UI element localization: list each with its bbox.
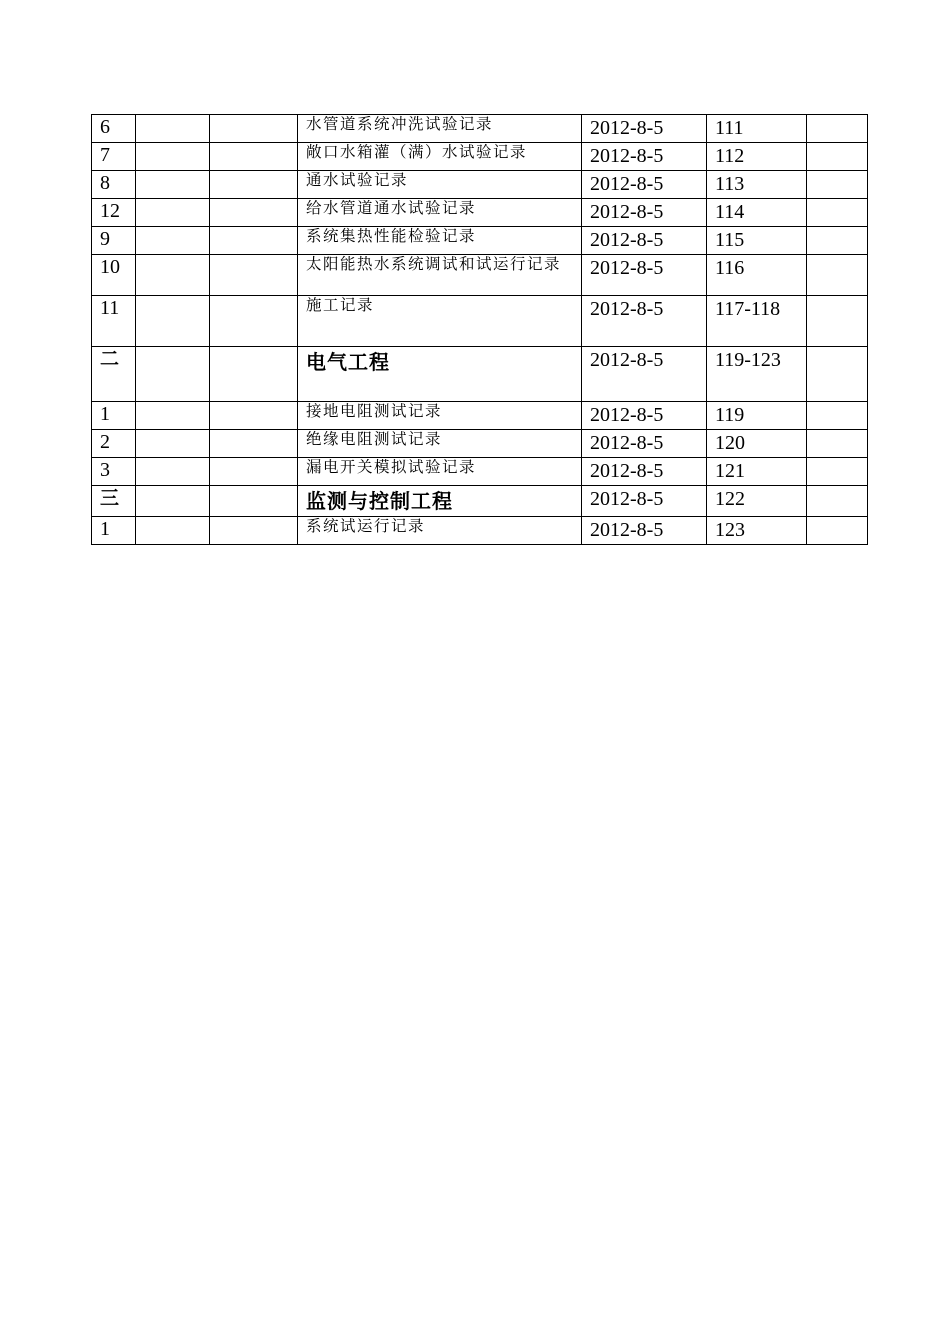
section-title: 监测与控制工程 [298, 486, 582, 517]
table-row [92, 517, 868, 545]
empty-cell [807, 402, 868, 430]
empty-cell [807, 227, 868, 255]
empty-cell [210, 199, 298, 227]
empty-cell [807, 143, 868, 171]
section-number: 三 [92, 486, 136, 517]
page-range: 113 [707, 171, 807, 199]
empty-cell [210, 143, 298, 171]
record-date: 2012-8-5 [582, 255, 707, 296]
empty-cell [210, 347, 298, 402]
table-row [92, 430, 868, 458]
empty-cell [807, 486, 868, 517]
table-row [92, 143, 868, 171]
record-name: 系统试运行记录 [298, 517, 582, 545]
record-name: 漏电开关模拟试验记录 [298, 458, 582, 486]
empty-cell [210, 296, 298, 347]
page-range: 120 [707, 430, 807, 458]
page-range: 115 [707, 227, 807, 255]
record-date: 2012-8-5 [582, 115, 707, 143]
record-date: 2012-8-5 [582, 486, 707, 517]
empty-cell [210, 115, 298, 143]
page-range: 119-123 [707, 347, 807, 402]
record-name: 敞口水箱灌（满）水试验记录 [298, 143, 582, 171]
page-range: 114 [707, 199, 807, 227]
empty-cell [210, 486, 298, 517]
section-row [92, 347, 868, 402]
empty-cell [807, 517, 868, 545]
section-number: 二 [92, 347, 136, 402]
empty-cell [136, 402, 210, 430]
empty-cell [210, 402, 298, 430]
section-title: 电气工程 [298, 347, 582, 402]
row-number: 6 [92, 115, 136, 143]
page-range: 122 [707, 486, 807, 517]
record-name: 给水管道通水试验记录 [298, 199, 582, 227]
row-number: 1 [92, 402, 136, 430]
empty-cell [136, 517, 210, 545]
page-range: 119 [707, 402, 807, 430]
page-range: 123 [707, 517, 807, 545]
table-row [92, 402, 868, 430]
row-number: 11 [92, 296, 136, 347]
row-number: 7 [92, 143, 136, 171]
table-row [92, 227, 868, 255]
row-number: 1 [92, 517, 136, 545]
record-date: 2012-8-5 [582, 347, 707, 402]
row-number: 12 [92, 199, 136, 227]
records-table [91, 114, 868, 545]
page-range: 117-118 [707, 296, 807, 347]
page-range: 111 [707, 115, 807, 143]
table-row [92, 296, 868, 347]
empty-cell [210, 171, 298, 199]
empty-cell [807, 255, 868, 296]
record-date: 2012-8-5 [582, 296, 707, 347]
record-name: 系统集热性能检验记录 [298, 227, 582, 255]
empty-cell [136, 296, 210, 347]
empty-cell [136, 486, 210, 517]
empty-cell [210, 227, 298, 255]
table-row [92, 199, 868, 227]
record-name: 绝缘电阻测试记录 [298, 430, 582, 458]
empty-cell [807, 430, 868, 458]
empty-cell [210, 458, 298, 486]
empty-cell [136, 199, 210, 227]
empty-cell [210, 255, 298, 296]
record-name: 接地电阻测试记录 [298, 402, 582, 430]
record-date: 2012-8-5 [582, 143, 707, 171]
row-number: 3 [92, 458, 136, 486]
empty-cell [807, 347, 868, 402]
row-number: 10 [92, 255, 136, 296]
empty-cell [136, 227, 210, 255]
empty-cell [136, 430, 210, 458]
empty-cell [807, 115, 868, 143]
page-range: 116 [707, 255, 807, 296]
record-date: 2012-8-5 [582, 171, 707, 199]
empty-cell [807, 458, 868, 486]
record-name: 施工记录 [298, 296, 582, 347]
record-name: 太阳能热水系统调试和试运行记录 [298, 255, 582, 296]
empty-cell [807, 296, 868, 347]
row-number: 8 [92, 171, 136, 199]
record-date: 2012-8-5 [582, 517, 707, 545]
record-name: 通水试验记录 [298, 171, 582, 199]
record-date: 2012-8-5 [582, 227, 707, 255]
empty-cell [210, 430, 298, 458]
table-row [92, 115, 868, 143]
empty-cell [136, 143, 210, 171]
table-row [92, 255, 868, 296]
empty-cell [136, 255, 210, 296]
section-row [92, 486, 868, 517]
record-date: 2012-8-5 [582, 458, 707, 486]
empty-cell [136, 115, 210, 143]
record-name: 水管道系统冲洗试验记录 [298, 115, 582, 143]
table-row [92, 458, 868, 486]
record-date: 2012-8-5 [582, 199, 707, 227]
page-range: 112 [707, 143, 807, 171]
record-date: 2012-8-5 [582, 402, 707, 430]
row-number: 2 [92, 430, 136, 458]
empty-cell [807, 171, 868, 199]
table-row [92, 171, 868, 199]
empty-cell [136, 347, 210, 402]
empty-cell [136, 171, 210, 199]
empty-cell [807, 199, 868, 227]
empty-cell [136, 458, 210, 486]
record-date: 2012-8-5 [582, 430, 707, 458]
row-number: 9 [92, 227, 136, 255]
empty-cell [210, 517, 298, 545]
page-range: 121 [707, 458, 807, 486]
